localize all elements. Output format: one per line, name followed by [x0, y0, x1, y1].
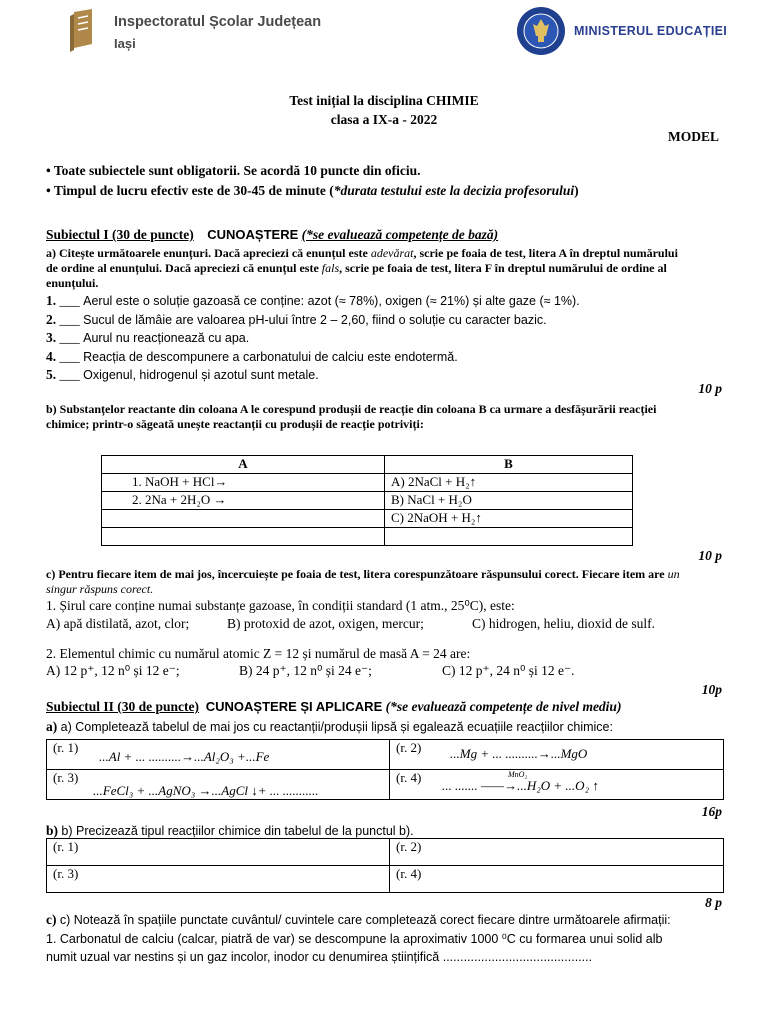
s2-c-instructions: c) c) Notează în spațiile punctate cuvântul/ cuvintele care completează corect fiecare dintre următoarele afirmații: — [46, 912, 671, 927]
eq-cell-4 — [390, 770, 724, 800]
s1-b-instructions: b) Substanțelor reactante din coloana A le corespund produșii de reacție din coloana B ca urmare a desfășurării reacției chimice; printr-o săgeată unește reactanții cu produșii de reacție potriviți: — [46, 402, 657, 431]
statement-3: 3. ___ Aurul nu reacționează cu apa. — [46, 330, 250, 345]
statement-4: 4. ___ Reacția de descompunere a carbonatului de calciu este endotermă. — [46, 348, 458, 364]
s1-statements — [46, 292, 580, 385]
empty-cell — [385, 528, 633, 546]
col-a-header: A — [102, 456, 385, 474]
model-label: MODEL — [668, 129, 720, 144]
s1-c-points: 10p — [701, 682, 722, 697]
seal-icon — [516, 6, 566, 56]
q2-option-b: B) 24 p⁺, 12 n⁰ și 24 e⁻; — [239, 663, 372, 678]
rule-2: • Timpul de lucru efectiv este de 30-45 de minute (*durata testului este la decizia profesorului) — [46, 183, 579, 198]
s2-a-points: 16p — [701, 804, 722, 819]
q1-option-a: A) apă distilată, azot, clor; — [46, 616, 190, 631]
isj-logo — [68, 8, 98, 52]
q1-option-c: C) hidrogen, heliu, dioxid de sulf. — [472, 616, 655, 631]
eq-cell-3 — [47, 770, 390, 800]
government-seal — [516, 6, 566, 56]
catalyst-label: MnO₂ — [508, 770, 528, 779]
equation-r2: ...Mg + ... ..........→...MgO — [450, 746, 588, 761]
rule-1: • Toate subiectele sunt obligatorii. Se acordă 10 puncte din oficiu. — [46, 163, 421, 178]
equation-r3: ...FeCl₃ + ...AgNO₃ →...AgCl ↓+ ... ........... — [93, 783, 319, 798]
match-table — [101, 455, 633, 546]
type-cell-r3[interactable]: (r. 3) — [47, 866, 390, 893]
org-city: Iași — [114, 36, 136, 51]
eq-label: (r. 4) — [396, 770, 422, 785]
q1-option-b: B) protoxid de azot, oxigen, mercur; — [227, 616, 424, 631]
s1-a-points: 10 p — [698, 381, 722, 396]
eq-label: (r. 1) — [53, 740, 79, 755]
eq-label: (r. 2) — [396, 740, 422, 755]
test-class: clasa a IX-a - 2022 — [330, 112, 438, 127]
eq-label: (r. 3) — [53, 770, 79, 785]
s2-b-instructions: b) b) Precizează tipul reacțiilor chimice din tabelul de la punctul b). — [46, 823, 414, 838]
s1-header: Subiectul I (30 de puncte) CUNOAȘTERE (*se evaluează competențe de bază) — [46, 227, 499, 242]
s2-c-item-1: 1. Carbonatul de calciu (calcar, piatră de var) se descompune la aproximativ 1000 ⁰C cu formarea unui solid alb numit uzual var nestins și un gaz incolor, inodor cu denumirea științifică ........................................... — [46, 932, 663, 964]
s1-b-points: 10 p — [698, 548, 722, 563]
type-cell-r4[interactable]: (r. 4) — [390, 866, 724, 893]
book-logo-icon — [68, 8, 98, 52]
reaction-type-table — [46, 838, 724, 893]
reactant-empty — [102, 510, 385, 528]
ministry-name: MINISTERUL EDUCAȚIEI — [574, 24, 727, 38]
eq-cell-1 — [47, 740, 390, 770]
product-a: A) 2NaCl + H₂↑ — [385, 474, 633, 492]
equation-r4: ... ....... ——→...H₂O + ...O₂ ↑ — [442, 778, 599, 793]
col-b-header: B — [385, 456, 633, 474]
eq-cell-2 — [390, 740, 724, 770]
statement-5: 5. ___ Oxigenul, hidrogenul și azotul sunt metale. — [46, 367, 319, 382]
statement-1: 1. ___ Aerul este o soluție gazoasă ce conține: azot (≈ 78%), oxigen (≈ 21%) și alte gaze (≈ 1%). — [46, 293, 580, 308]
product-c: C) 2NaOH + H₂↑ — [385, 510, 633, 528]
test-title: Test inițial la disciplina CHIMIE — [289, 93, 479, 108]
q2-option-c: C) 12 p⁺, 24 n⁰ și 12 e⁻. — [442, 663, 575, 678]
org-title: Inspectoratul Școlar Județean — [114, 14, 322, 30]
statement-2: 2. ___ Sucul de lămâie are valoarea pH-ului între 2 – 2,60, fiind o soluție cu caracter bazic. — [46, 311, 547, 327]
reactant-1: 1. NaOH + HCl→ — [102, 474, 385, 492]
product-b: B) NaCl + H₂O — [385, 492, 633, 510]
s1-c-instructions: c) Pentru fiecare item de mai jos, încercuiește pe foaia de test, litera corespunzătoare răspunsului corect. Fiecare item are un singur răspuns corect. — [46, 567, 680, 596]
type-cell-r1[interactable]: (r. 1) — [47, 839, 390, 866]
s2-a-instructions: a) a) Completează tabelul de mai jos cu reactanții/produșii lipsă și egalează ecuațiile reacțiilor chimice: — [46, 719, 613, 734]
q2-option-a: A) 12 p⁺, 12 n⁰ și 12 e⁻; — [46, 663, 180, 678]
reactant-2: 2. 2Na + 2H₂O → — [102, 492, 385, 510]
type-cell-r2[interactable]: (r. 2) — [390, 839, 724, 866]
question-1: 1. Șirul care conține numai substanțe gazoase, în condiții standard (1 atm., 25⁰C), este: — [46, 598, 515, 613]
equation-r1: ...Al + ... ..........→...Al₂O₃ +...Fe — [99, 749, 270, 764]
s2-b-points: 8 p — [705, 895, 722, 910]
equations-table — [46, 739, 724, 800]
question-2: 2. Elementul chimic cu numărul atomic Z = 12 și numărul de masă A = 24 are: — [46, 646, 471, 661]
s1-a-instructions: a) Citește următoarele enunțuri. Dacă apreciezi că enunțul este adevărat, scrie pe foaia de test, litera A în dreptul numărului de ordine al enunțului. Dacă apreciezi că enunțul este fals, scrie pe foaia de test, litera F în dreptul numărului de ordine al enunțului. — [46, 246, 678, 290]
empty-cell — [102, 528, 385, 546]
s2-header: Subiectul II (30 de puncte) CUNOAȘTERE ȘI APLICARE (*se evaluează competențe de nivel mediu) — [46, 699, 622, 714]
